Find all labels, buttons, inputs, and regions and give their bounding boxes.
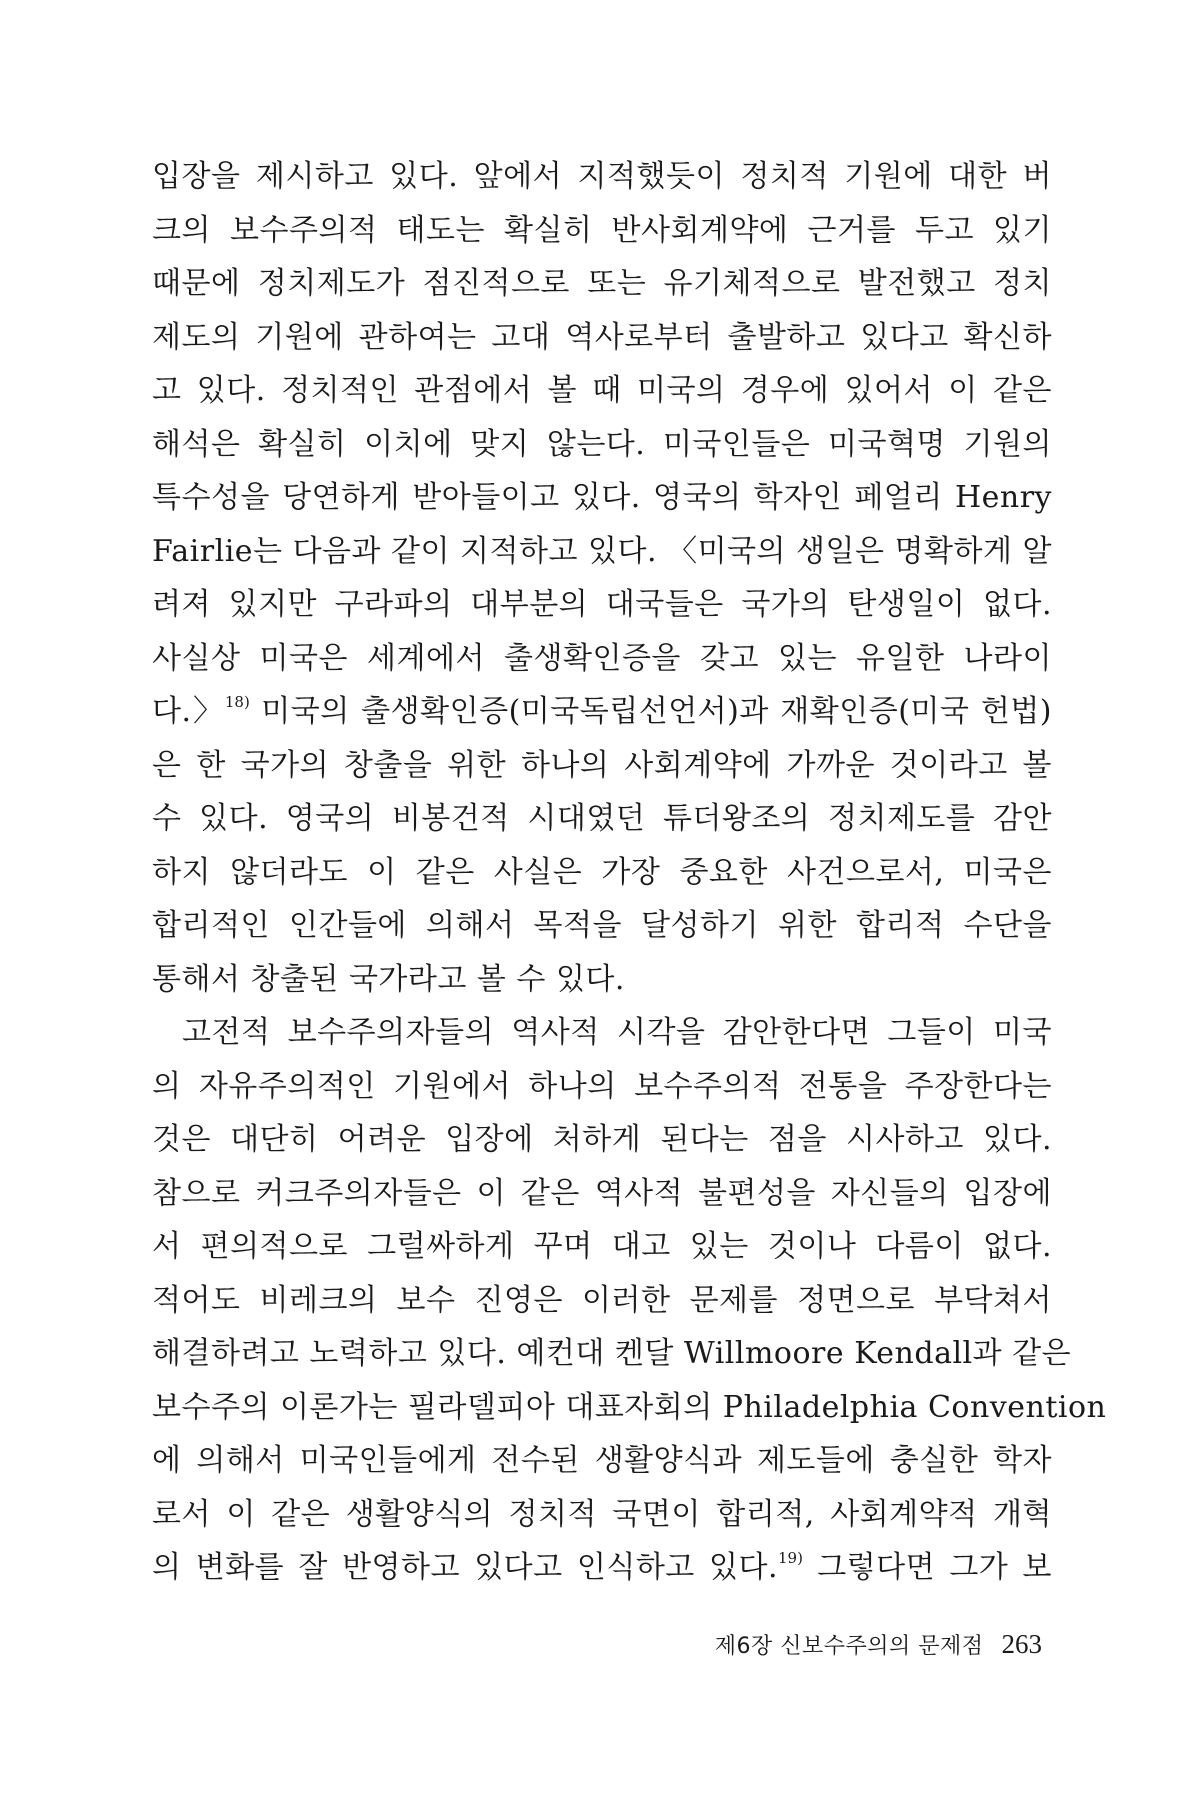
- text-line: 해석은 확실히 이치에 맞지 않는다. 미국인들은 미국혁명 기원의: [152, 426, 1052, 462]
- text-line: 적어도 비레크의 보수 진영은 이러한 문제를 정면으로 부닥쳐서: [152, 1282, 1052, 1318]
- text-line: 크의 보수주의적 태도는 확실히 반사회계약에 근거를 두고 있기: [152, 212, 1052, 248]
- text-line: 의 자유주의적인 기원에서 하나의 보수주의적 전통을 주장한다는: [152, 1068, 1052, 1104]
- text-line: Fairlie는 다음과 같이 지적하고 있다. 〈미국의 생일은 명확하게 알: [152, 533, 1052, 569]
- text-segment: 다.〉: [152, 694, 225, 729]
- text-segment: 미국의 출생확인증(미국독립선언서)과 재확인증(미국 헌법): [249, 694, 1052, 729]
- page-footer: [715, 1627, 1042, 1664]
- text-segment: 그렇다면 그가 보: [802, 1550, 1052, 1585]
- text-line: 하지 않더라도 이 같은 사실은 가장 중요한 사건으로서, 미국은: [152, 854, 1052, 890]
- text-line: 제도의 기원에 관하여는 고대 역사로부터 출발하고 있다고 확신하: [152, 319, 1052, 355]
- text-line: 합리적인 인간들에 의해서 목적을 달성하기 위한 합리적 수단을: [152, 908, 1052, 943]
- page-number: 263: [1001, 1629, 1042, 1659]
- footnote-marker-18: 18): [224, 693, 250, 711]
- text-line: 입장을 제시하고 있다. 앞에서 지적했듯이 정치적 기원에 대한 버: [152, 159, 1052, 194]
- text-line: 고 있다. 정치적인 관점에서 볼 때 미국의 경우에 있어서 이 같은: [152, 373, 1052, 408]
- text-segment: 의 변화를 잘 반영하고 있다고 인식하고 있다.: [152, 1550, 779, 1585]
- running-footer-chapter: 제6장 신보수주의의 문제점: [714, 1634, 984, 1659]
- text-line: 보수주의 이론가는 필라델피아 대표자회의 Philadelphia Convention: [152, 1389, 1107, 1425]
- text-line: 것은 대단히 어려운 입장에 처하게 된다는 점을 시사하고 있다.: [152, 1122, 1052, 1157]
- text-line: 고전적 보수주의자들의 역사적 시각을 감안한다면 그들이 미국: [182, 1015, 1052, 1050]
- text-line: 때문에 정치제도가 점진적으로 또는 유기체적으로 발전했고 정치: [152, 266, 1052, 301]
- text-line: 통해서 창출된 국가라고 볼 수 있다.: [152, 961, 625, 997]
- text-line: 로서 이 같은 생활양식의 정치적 국면이 합리적, 사회계약적 개혁: [152, 1496, 1052, 1532]
- text-line: 에 의해서 미국인들에게 전수된 생활양식과 제도들에 충실한 학자: [152, 1443, 1052, 1478]
- text-line: [152, 685, 1052, 739]
- text-line: 해결하려고 노력하고 있다. 예컨대 켄달 Willmoore Kendall과 같은: [152, 1336, 1072, 1371]
- text-line: 은 한 국가의 창출을 위한 하나의 사회계약에 가까운 것이라고 볼: [152, 747, 1052, 783]
- text-line: 사실상 미국은 세계에서 출생확인증을 갖고 있는 유일한 나라이: [152, 640, 1052, 676]
- text-line: 서 편의적으로 그럴싸하게 꾸며 대고 있는 것이나 다름이 없다.: [152, 1229, 1052, 1264]
- text-line: 려져 있지만 구라파의 대부분의 대국들은 국가의 탄생일이 없다.: [152, 587, 1052, 622]
- body-text: [152, 150, 1107, 1595]
- text-line: 참으로 커크주의자들은 이 같은 역사적 불편성을 자신들의 입장에: [152, 1175, 1052, 1211]
- text-line: 수 있다. 영국의 비봉건적 시대였던 튜더왕조의 정치제도를 감안: [152, 801, 1052, 836]
- text-line: [152, 1541, 1052, 1595]
- footnote-marker-19: 19): [778, 1549, 803, 1567]
- text-line: 특수성을 당연하게 받아들이고 있다. 영국의 학자인 페얼리 Henry: [152, 480, 1052, 515]
